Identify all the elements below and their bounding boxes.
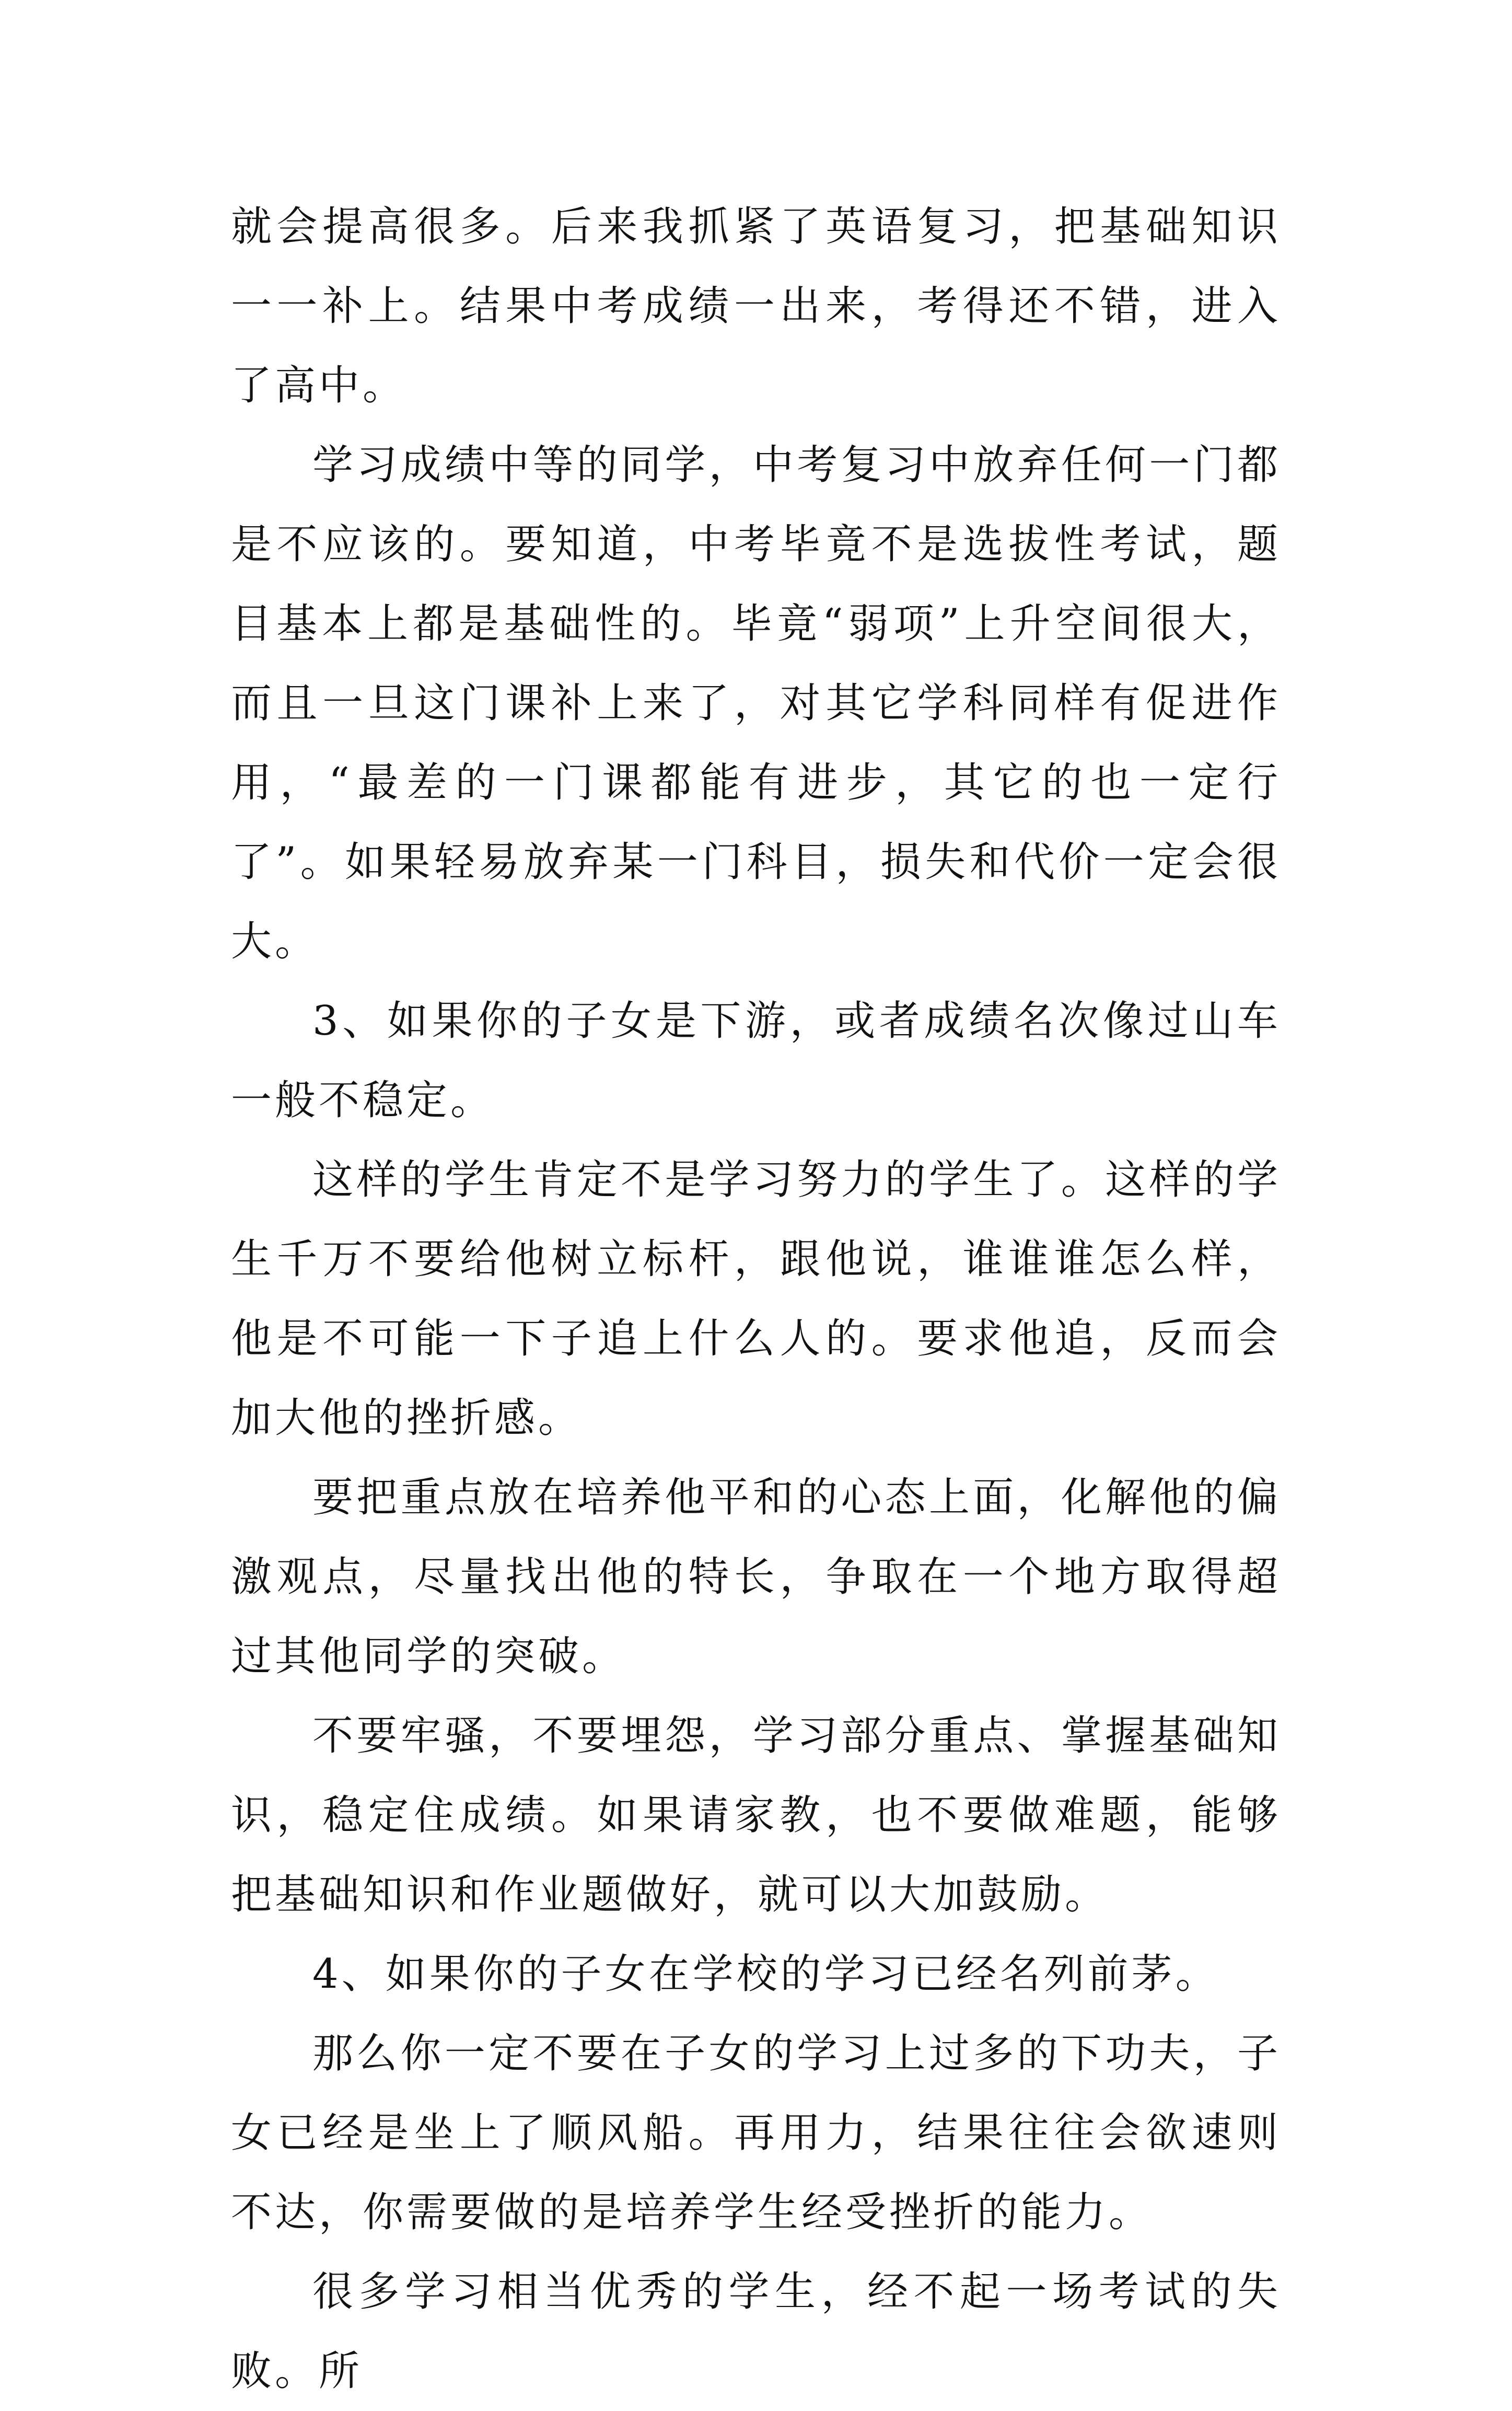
body-text	[231, 187, 1281, 2411]
paragraph-6: 不要牢骚，不要埋怨，学习部分重点、掌握基础知识，稳定住成绩。如果请家教，也不要做难题，能够把基础知识和作业题做好，就可以大加鼓励。	[231, 1712, 1281, 1918]
paragraph-8: 那么你一定不要在子女的学习上过多的下功夫，子女已经是坐上了顺风船。再用力，结果往往会欲速则不达，你需要做的是培养学生经受挫折的能力。	[231, 2030, 1281, 2236]
paragraph-2: 学习成绩中等的同学，中考复习中放弃任何一门都是不应该的。要知道，中考毕竟不是选拔性考试，题目基本上都是基础性的。毕竟“弱项”上升空间很大，而且一旦这门课补上来了，对其它学科同样有促进作用，“最差的一门课都能有进步，其它的也一定行了”。如果轻易放弃某一门科目，损失和代价一定会很大。	[231, 442, 1281, 965]
paragraph-1: 就会提高很多。后来我抓紧了英语复习，把基础知识一一补上。结果中考成绩一出来，考得还不错，进入了高中。	[231, 203, 1281, 409]
paragraph-4: 这样的学生肯定不是学习努力的学生了。这样的学生千万不要给他树立标杆，跟他说，谁谁谁怎么样，他是不可能一下子追上什么人的。要求他追，反而会加大他的挫折感。	[231, 1156, 1281, 1442]
paragraph-5: 要把重点放在培养他平和的心态上面，化解他的偏激观点，尽量找出他的特长，争取在一个地方取得超过其他同学的突破。	[231, 1474, 1281, 1680]
paragraph-7: 4、如果你的子女在学校的学习已经名列前茅。	[312, 1951, 1219, 1998]
paragraph-3: 3、如果你的子女是下游，或者成绩名次像过山车一般不稳定。	[231, 998, 1281, 1124]
paragraph-9: 很多学习相当优秀的学生，经不起一场考试的失败。所	[231, 2268, 1281, 2395]
